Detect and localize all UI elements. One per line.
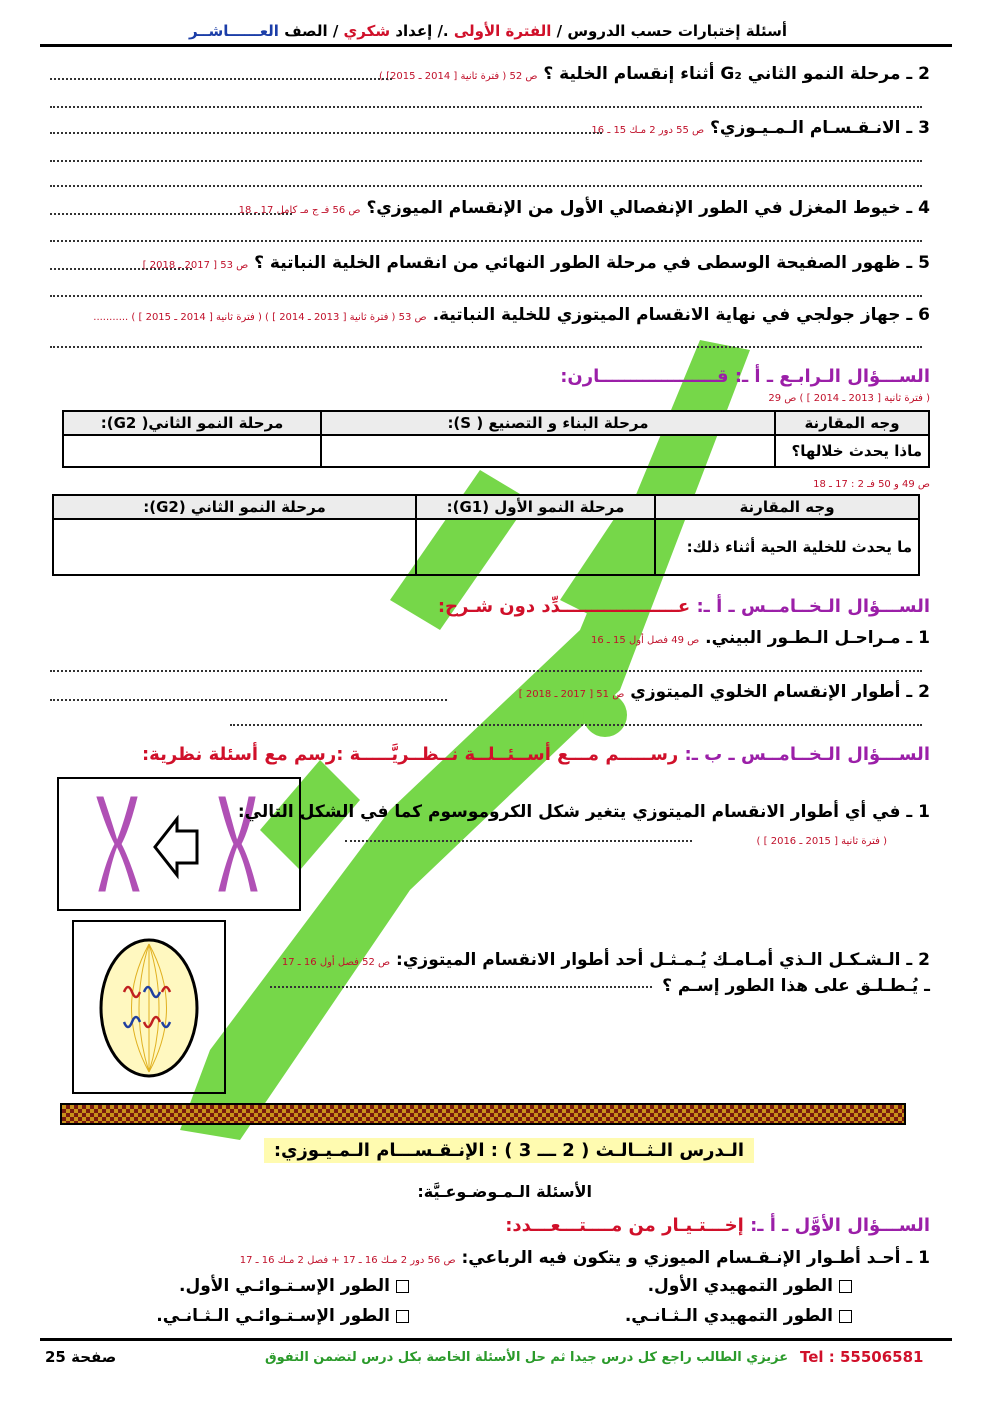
- header-part3: ./ إعداد: [395, 22, 449, 40]
- question-3: [591, 118, 930, 138]
- header-author: شكري: [343, 22, 391, 40]
- question-number: 3 ـ: [906, 118, 930, 138]
- question-5: [143, 253, 930, 273]
- table-header-cell: مرحلة النمو الثاني( G2):: [63, 411, 321, 435]
- checkbox-icon[interactable]: [396, 1280, 409, 1293]
- checkbox-icon[interactable]: [396, 1310, 409, 1323]
- table-header-cell: وجه المقارنة: [775, 411, 929, 435]
- compare-table-2: [52, 494, 920, 576]
- question-number: 1 ـ: [906, 628, 930, 648]
- metaphase-cell-diagram: [74, 922, 224, 1092]
- question-ref: ص 49 فصل أول 15 ـ 16: [591, 635, 700, 646]
- footer-phone: Tel : 55506581: [800, 1348, 924, 1366]
- chromosome-diagram: [59, 779, 299, 909]
- table-answer-cell[interactable]: [63, 435, 321, 467]
- section-title-part: الســـؤال الـخــامــس ـ أ ـ:: [696, 596, 930, 617]
- section-ref: ( فترة ثانية [ 2013 ـ 2014 ] ) ص 29: [768, 393, 930, 404]
- answer-line[interactable]: [50, 238, 922, 242]
- question-number: 1 ـ: [906, 802, 930, 822]
- answer-line[interactable]: [50, 104, 922, 108]
- cell-division-figure: [72, 920, 226, 1094]
- section-title-compare: الســـؤال الـرابـع ـ أ ـ: قـــــــــــــــــــارن:: [560, 366, 930, 387]
- answer-line[interactable]: [50, 183, 922, 187]
- question-number: 4 ـ: [906, 198, 930, 218]
- question-text: مـراحـل الـطـور البيني.: [705, 628, 901, 648]
- section-title-part: الســـؤال الأوَّل ـ أ ـ:: [750, 1215, 930, 1236]
- question-ref: ص 52 ( فترة ثانية [ 2014 ـ 2015] ): [379, 71, 538, 82]
- section-title-part: إخـــتـيـار من مــــتـــعـــدد:: [505, 1215, 744, 1236]
- mcq-option-d[interactable]: [156, 1306, 409, 1326]
- question-ref: ص 55 دور 2 مـك 15 ـ 16: [591, 125, 705, 136]
- question-number: 6 ـ: [906, 305, 930, 325]
- question-text: أحـد أطـوار الإنـقـسام الميوزي و يتكون فيه الرباعي:: [461, 1248, 901, 1268]
- compare-table-1: [62, 410, 930, 468]
- mcq-option-c[interactable]: [625, 1306, 852, 1326]
- chromosome-figure: [57, 777, 301, 911]
- option-label: الطور الإسـتـوائـي الـثـانـي.: [156, 1306, 390, 1326]
- question-text: في أي أطوار الانقسام الميتوزي يتغير شكل الكروموسوم كما في الشكل التالي:: [237, 802, 901, 822]
- enumerate-item-1: [591, 628, 930, 648]
- page-number: صفحة 25: [45, 1348, 117, 1366]
- question-2: [379, 64, 930, 84]
- table-answer-cell[interactable]: [416, 519, 655, 575]
- question-number: 1 ـ: [906, 1248, 930, 1268]
- answer-line[interactable]: [270, 984, 652, 988]
- drawing-question-2-sub: ـ يُـطـلـق على هذا الطور إسـم ؟: [662, 976, 930, 996]
- question-ref: ص 56 فـ ج مـ كامل 17 ـ 18: [238, 205, 361, 216]
- answer-line[interactable]: [345, 838, 692, 842]
- answer-line[interactable]: [230, 722, 922, 726]
- question-ref: ص 53 ( فترة ثانية [ 2013 ـ 2014 ] ) ( فترة ثانية [ 2014 ـ 2015 ] ) ...........: [93, 312, 427, 323]
- answer-line[interactable]: [50, 266, 192, 270]
- section-title-part: الســـؤال الـخــامــس ـ ب ـ:: [684, 744, 930, 765]
- footer-rule: [40, 1338, 952, 1341]
- section-title-enumerate: [438, 596, 930, 617]
- table-header-cell: مرحلة البناء و التصنيع ( S):: [321, 411, 775, 435]
- mcq-option-b[interactable]: [179, 1276, 409, 1296]
- question-text: الـشـكـل الـذي أمـامـك يُـمـثـل أحد أطوار الانقسام الميتوزي:: [396, 950, 901, 970]
- answer-line[interactable]: [50, 344, 922, 348]
- question-ref: ص 56 دور 2 مـك 16 ـ 17 + فصل 2 مـك 16 ـ 17: [239, 1255, 456, 1266]
- answer-line[interactable]: [50, 211, 292, 215]
- header-part1: أسئلة إختبارات حسب الدروس /: [556, 22, 787, 40]
- section-title-part: عـــــــــــــــــــدِّد دون شـرح:: [437, 596, 691, 617]
- drawing-question-1: [238, 802, 930, 822]
- enumerate-item-2: [519, 682, 930, 702]
- answer-line[interactable]: [50, 697, 447, 701]
- table-ref: ص 49 و 50 فـ 2 : 17 ـ 18: [813, 479, 930, 490]
- table-answer-cell[interactable]: [321, 435, 775, 467]
- section-title-drawing: [142, 744, 930, 765]
- option-label: الطور الإسـتـوائـي الأول.: [179, 1276, 390, 1296]
- header-term: الفترة الأولى: [453, 22, 552, 40]
- answer-line[interactable]: [50, 668, 922, 672]
- answer-line[interactable]: [50, 293, 922, 297]
- question-number: 5 ـ: [906, 253, 930, 273]
- table-header-cell: مرحلة النمو الثاني (G2):: [53, 495, 416, 519]
- header-grade: العــــــاشــر: [188, 22, 279, 40]
- question-number: 2 ـ: [906, 64, 930, 84]
- header-part5: / الصف: [284, 22, 339, 40]
- header-rule: [40, 44, 952, 47]
- table-row-label: ماذا يحدث خلالها؟: [775, 435, 929, 467]
- question-text: خيوط المغزل في الطور الإنفصالي الأول من الإنقسام الميوزي؟: [366, 198, 901, 218]
- question-text: الانـقـسـام الـمـيـوزي؟: [710, 118, 901, 138]
- question-text: ظهور الصفيحة الوسطى في مرحلة الطور النهائي من انقسام الخلية النباتية ؟: [254, 253, 901, 273]
- drawing-question-2: [282, 950, 930, 970]
- question-ref: ( فترة ثانية [ 2015 ـ 2016 ] ): [756, 836, 887, 847]
- table-row-label: ما يحدث للخلية الحية أثناء ذلك:: [655, 519, 919, 575]
- question-text: أطوار الإنقسام الخلوي الميتوزي: [630, 682, 901, 702]
- lesson-title: الـدرس الـثــالـث ( 2 ـــ 3 ) : الإنـقـســـام الـمـيـوزي:: [264, 1138, 754, 1163]
- section-title-part: رســـــم مـــع أســئــلــة نــظــريَّـــــة :رسم مع أسئلة نظرية:: [141, 744, 679, 765]
- question-ref: ص 53 [ 2017 ـ 2018 ]: [142, 260, 249, 271]
- checkbox-icon[interactable]: [839, 1280, 852, 1293]
- option-label: الطور التمهيدي الأول.: [647, 1276, 833, 1296]
- lesson-subtitle: الأسئلة الـمـوضـوعـيَّة:: [417, 1182, 592, 1201]
- answer-line[interactable]: [50, 76, 392, 80]
- answer-line[interactable]: [50, 158, 922, 162]
- table-header-cell: وجه المقارنة: [655, 495, 919, 519]
- question-number: 2 ـ: [906, 682, 930, 702]
- question-text: جهاز جولجي في نهاية الانقسام الميتوزي للخلية النباتية.: [432, 305, 901, 325]
- page-header: [189, 22, 787, 40]
- answer-line[interactable]: [50, 130, 602, 134]
- table-answer-cell[interactable]: [53, 519, 416, 575]
- mcq-option-a[interactable]: [648, 1276, 852, 1296]
- section-title-mcq: [505, 1215, 930, 1236]
- question-number: 2 ـ: [906, 950, 930, 970]
- footer-note: عزيزي الطالب راجع كل درس جيدا ثم حل الأسئلة الخاصة بكل درس لتضمن التفوق: [265, 1350, 789, 1365]
- question-ref: ص 52 فصل أول 16 ـ 17: [281, 957, 391, 968]
- mcq-question-1: [240, 1248, 930, 1268]
- question-4: [239, 198, 930, 218]
- question-6: [93, 305, 930, 325]
- table-header-cell: مرحلة النمو الأول (G1):: [416, 495, 655, 519]
- question-ref: ص 51 [ 2017 ـ 2018 ]: [518, 689, 625, 700]
- question-text: مرحلة النمو الثاني G₂ أثناء إنقسام الخلية ؟: [543, 64, 901, 84]
- section-divider: [60, 1103, 906, 1125]
- option-label: الطور التمهيدي الـثـانـي.: [624, 1306, 833, 1326]
- checkbox-icon[interactable]: [839, 1310, 852, 1323]
